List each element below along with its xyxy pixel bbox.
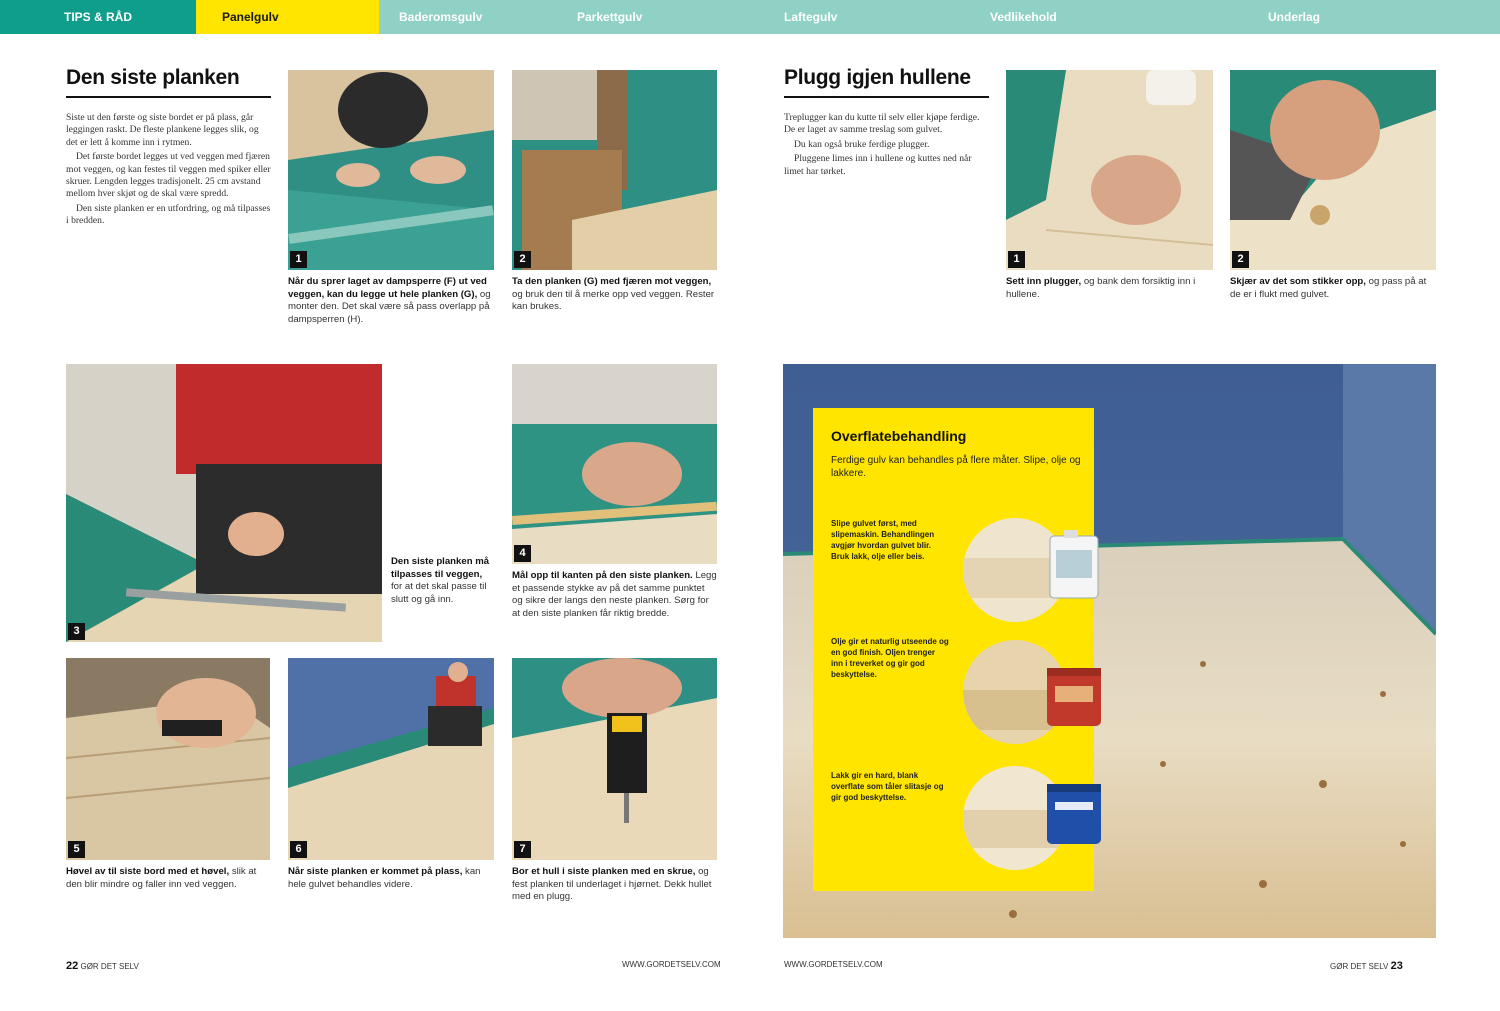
step-number-badge: 7 [514,841,531,858]
caption-lead: Sett inn plugger, [1006,276,1082,287]
step-5-caption [66,866,270,891]
right-footer-url: WWW.GORDETSELV.COM [784,960,883,969]
caption-lead: Mål opp til kanten på den siste planken. [512,570,693,581]
nav-item-laftegulv[interactable]: Laftegulv [784,10,838,24]
nav-brand[interactable]: TIPS & RÅD [0,0,196,34]
caption-lead: Når siste planken er kommet på plass, [288,866,463,877]
plug-step-1-photo [1006,70,1213,270]
intro-paragraph: Den siste planken er en utfordring, og må tilpasses i bredden. [66,202,271,227]
step-4-photo [512,364,717,564]
page-number: 23 [1390,960,1403,972]
caption-text: og bank dem forsiktig inn i hullene. [1006,276,1196,300]
step-number-badge: 6 [290,841,307,858]
caption-lead: Når du sprer laget av dampsperre (F) ut ved veggen, kan du legge ut hele planken (G), [288,276,487,300]
magazine-name: GØR DET SELV [80,962,139,971]
intro-paragraph: Pluggene limes inn i hullene og kuttes ned når limet har tørket. [784,153,972,177]
step-6-caption [288,866,494,891]
caption-text: Legg et passende stykke av på det samme punktet og sikre der langs den neste planken. Sørg for at den siste planken får riktig bredde. [512,570,717,619]
right-page-heading: Plugg igjen hullene [784,66,989,98]
caption-lead: Den siste planken må tilpasses til veggen, [391,556,490,580]
plug-step-2-caption [1230,276,1436,301]
step-6-photo [288,658,494,860]
caption-text: for at det skal passe til slutt og gå inn. [391,581,487,605]
oil-can [1045,664,1103,728]
step-number-badge: 1 [1008,251,1025,268]
caption-lead: Bor et hull i siste planken med en skrue, [512,866,696,877]
plug-step-2-photo [1230,70,1436,270]
step-5-photo [66,658,270,860]
step-1-caption [288,276,494,326]
right-page-intro [784,112,989,180]
step-2-caption [512,276,717,314]
left-page-heading: Den siste planken [66,66,271,98]
intro-paragraph: Du kan også bruke ferdige plugger. [794,138,930,150]
intro-paragraph: Siste ut den første og siste bordet er på plass, går leggingen raskt. De fleste plankene legges slik, og det er lett å komme inn i rytmen. [66,112,259,148]
step-number-badge: 2 [1232,251,1249,268]
caption-lead: Høvel av til siste bord med et høvel, [66,866,230,877]
caption-lead: Skjær av det som stikker opp, [1230,276,1366,287]
magazine-name: GØR DET SELV [1330,962,1389,971]
nav-item-baderomsgulv[interactable]: Baderomsgulv [399,10,483,24]
page-number: 22 [66,960,79,972]
sidebar-title: Overflatebehandling [831,428,967,444]
caption-text: og monter den. Det skal være så pass overlapp på dampsperren (H). [288,288,491,325]
nav-item-panelgulv[interactable]: Panelgulv [196,0,379,34]
surface-treatment-sidebar [813,408,1094,891]
left-footer-url: WWW.GORDETSELV.COM [622,960,721,969]
intro-paragraph: Treplugger kan du kutte til selv eller kjøpe ferdige. De er laget av samme treslag som gulvet. [784,112,980,136]
caption-lead: Ta den planken (G) med fjæren mot veggen, [512,276,712,287]
caption-text: kan hele gulvet behandles videre. [288,866,481,890]
left-page-intro [66,112,271,230]
step-4-caption [512,570,717,620]
step-1-photo [288,70,494,270]
right-footer [1330,960,1403,972]
sidebar-intro: Ferdige gulv kan behandles på flere måter. Slipe, olje og lakkere. [831,455,1081,479]
step-number-badge: 1 [290,251,307,268]
step-2-photo [512,70,717,270]
section-nav-bar [0,0,1500,34]
step-3-caption [391,556,495,606]
step-number-badge: 5 [68,841,85,858]
lacquer-can [1045,780,1103,846]
sidebar-item-sanding: Slipe gulvet først, med slipemaskin. Behandlingen avgjør hvordan gulvet blir. Bruk lakk, olje eller beis. [831,519,935,561]
nav-item-underlag[interactable]: Underlag [1268,10,1321,24]
step-7-photo [512,658,717,860]
caption-text: og pass på at de er i flukt med gulvet. [1230,276,1427,300]
left-footer [66,960,139,972]
primer-can [1046,530,1102,600]
caption-text: og bruk den til å merke opp ved veggen. Rester kan brukes. [512,288,715,313]
step-number-badge: 3 [68,623,85,640]
caption-text: og fest planken til underlaget i hjørnet. Dekk hullet med en plugg. [512,866,712,903]
step-3-photo [66,364,382,642]
caption-text: slik at den blir mindre og faller inn ved veggen. [66,866,257,890]
nav-item-parkettgulv[interactable]: Parkettgulv [577,10,643,24]
step-7-caption [512,866,717,904]
step-number-badge: 2 [514,251,531,268]
step-number-badge: 4 [514,545,531,562]
sidebar-item-lacquer: Lakk gir en hard, blank overflate som tåler slitasje og gir god beskyttelse. [831,771,944,802]
plug-step-1-caption [1006,276,1213,301]
sidebar-item-oil: Olje gir et naturlig utseende og en god finish. Oljen trenger inn i treverket og gir god beskyttelse. [831,637,949,679]
intro-paragraph: Det første bordet legges ut ved veggen med fjæren mot veggen, og kan festes til veggen med spiker eller skruer. Lengden legges tradisjonelt. 25 cm avstand mellom hver skjøt og de skal være spredd. [66,151,271,200]
nav-item-vedlikehold[interactable]: Vedlikehold [990,10,1057,24]
